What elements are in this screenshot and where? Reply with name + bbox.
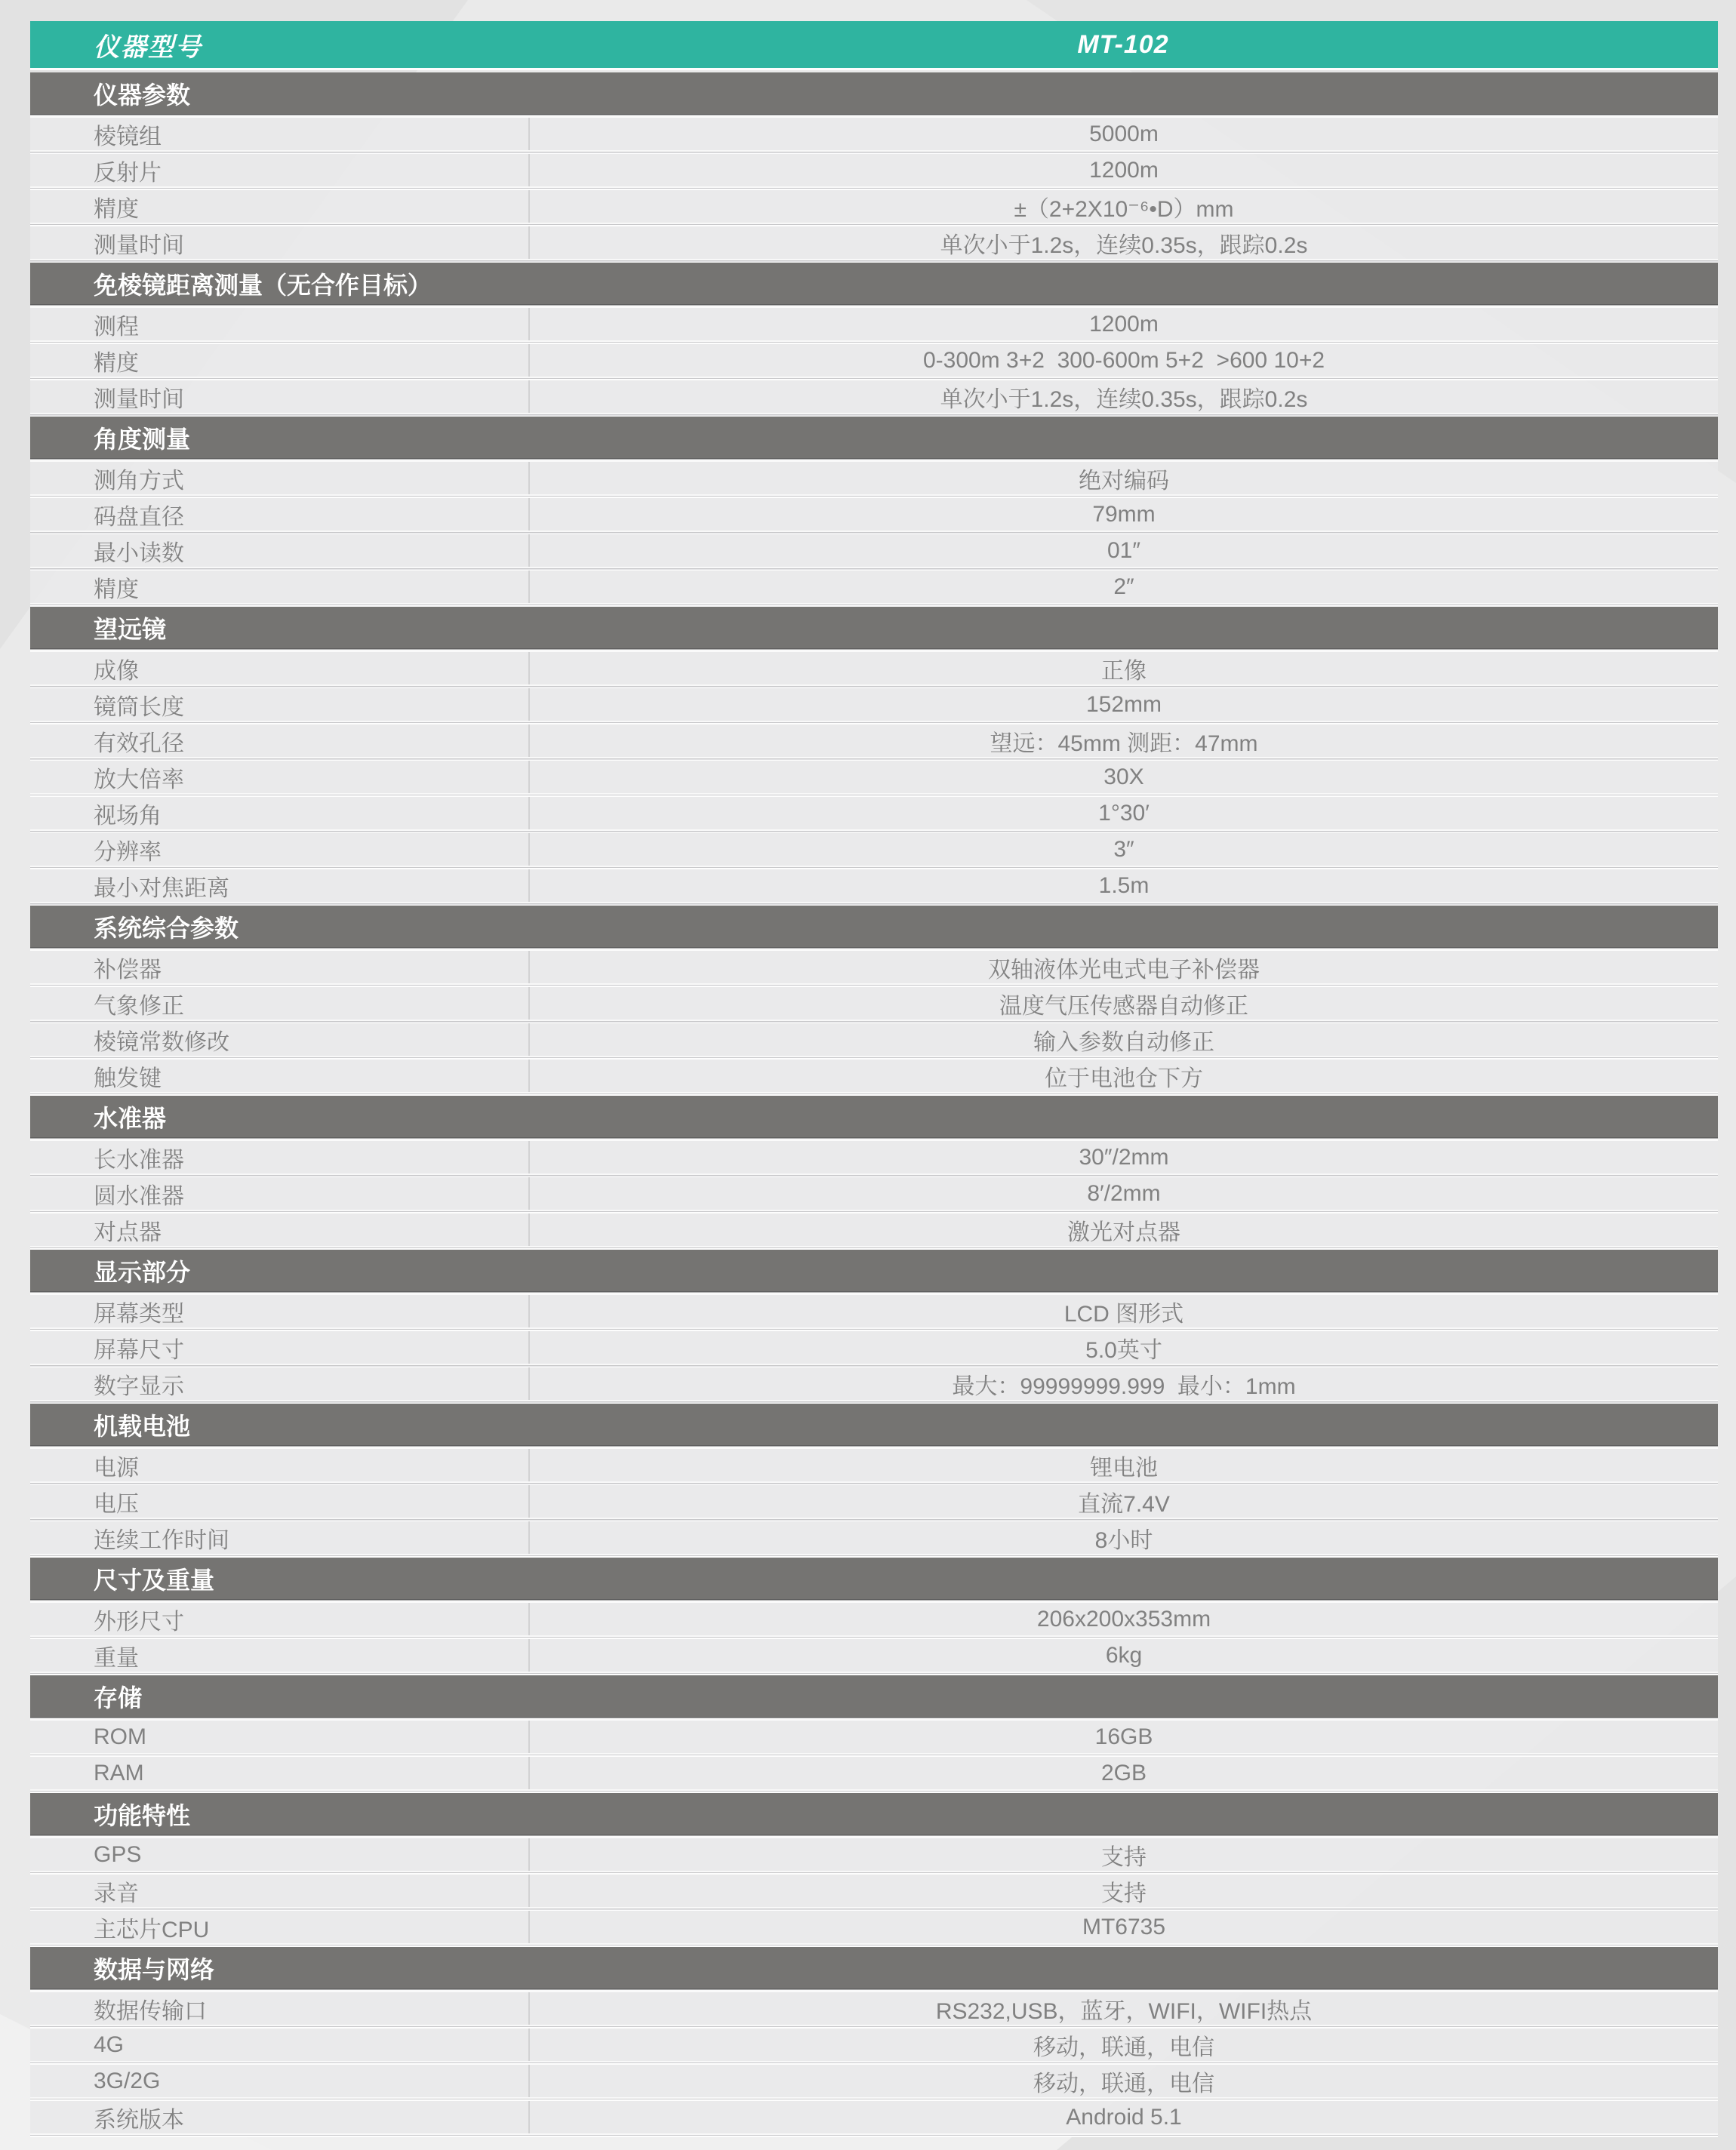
spec-row-label: 系统版本: [94, 2108, 184, 2133]
spec-row-label: 测量时间: [94, 387, 184, 412]
spec-row-value: 152mm: [528, 688, 1718, 721]
spec-row-label: 数字显示: [94, 1374, 184, 1399]
spec-row-value: RS232,USB，蓝牙，WIFI，WIFI热点: [528, 1992, 1718, 2025]
spec-row-value: 单次小于1.2s，连续0.35s，跟踪0.2s: [528, 380, 1718, 414]
section-header: [30, 1096, 1718, 1137]
spec-row-value: 绝对编码: [528, 462, 1718, 495]
spec-row-label: 电压: [94, 1492, 139, 1517]
spec-row-label: 测程: [94, 315, 139, 340]
section-title: 尺寸及重量: [94, 1566, 215, 1594]
spec-row-label: 屏幕类型: [94, 1302, 184, 1327]
spec-row-label: 长水准器: [94, 1148, 184, 1173]
section-title: 系统综合参数: [94, 914, 239, 942]
spec-row-label: 4G: [94, 2032, 125, 2057]
spec-row-label: RAM: [94, 1760, 144, 1786]
spec-row: [30, 869, 1718, 902]
spec-row-label: 反射片: [94, 161, 162, 186]
spec-row-value: 移动，联通，电信: [528, 2065, 1718, 2098]
spec-row-label: 分辨率: [94, 840, 162, 865]
spec-row-value: 206x200x353mm: [528, 1603, 1718, 1636]
spec-row: [30, 1141, 1718, 1173]
spec-row-label: 连续工作时间: [94, 1528, 229, 1553]
spec-row-value: 双轴液体光电式电子补偿器: [528, 951, 1718, 984]
spec-row: [30, 498, 1718, 531]
spec-row-label: 3G/2G: [94, 2068, 161, 2093]
spec-row: [30, 724, 1718, 757]
spec-row: [30, 462, 1718, 494]
spec-row: [30, 1757, 1718, 1789]
spec-row-value: 6kg: [528, 1639, 1718, 1672]
spec-row: [30, 1992, 1718, 2025]
section-header: [30, 1793, 1718, 1835]
spec-row-value: 正像: [528, 652, 1718, 685]
spec-row-label: 圆水准器: [94, 1184, 184, 1209]
spec-row-label: 成像: [94, 659, 139, 684]
spec-row: [30, 118, 1718, 150]
spec-row: [30, 190, 1718, 223]
spec-row-label: 屏幕尺寸: [94, 1338, 184, 1363]
spec-row-label: GPS: [94, 1842, 142, 1867]
section-header: [30, 1675, 1718, 1717]
spec-row: [30, 951, 1718, 983]
section-header: [30, 906, 1718, 947]
spec-row: [30, 1060, 1718, 1092]
spec-row-value: 30″/2mm: [528, 1141, 1718, 1174]
spec-row-value: ±（2+2X10⁻⁶•D）mm: [528, 190, 1718, 223]
spec-row-label: 码盘直径: [94, 505, 184, 530]
section-header: [30, 1404, 1718, 1445]
spec-row-value: 最大：99999999.999 最小：1mm: [528, 1367, 1718, 1401]
spec-row: [30, 2065, 1718, 2097]
spec-row-value: 1200m: [528, 154, 1718, 187]
spec-row: [30, 1023, 1718, 1056]
spec-row-label: 测量时间: [94, 233, 184, 258]
spec-row-label: 镜筒长度: [94, 695, 184, 720]
spec-row-value: 1200m: [528, 308, 1718, 341]
spec-row-value: 5000m: [528, 118, 1718, 151]
model-header-bar: [30, 21, 1718, 68]
spec-row: [30, 987, 1718, 1020]
spec-row-value: 输入参数自动修正: [528, 1023, 1718, 1057]
section-header: [30, 263, 1718, 304]
section-header: [30, 1250, 1718, 1291]
spec-row-label: ROM: [94, 1724, 146, 1749]
spec-row: [30, 833, 1718, 866]
spec-row-label: 视场角: [94, 804, 162, 829]
spec-row: [30, 534, 1718, 567]
spec-row: [30, 761, 1718, 793]
spec-row: [30, 1521, 1718, 1554]
spec-row-label: 测角方式: [94, 469, 184, 494]
spec-row: [30, 1331, 1718, 1364]
section-title: 免棱镜距离测量（无合作目标）: [94, 271, 432, 299]
spec-row-value: 79mm: [528, 498, 1718, 531]
spec-row-value: 移动，联通，电信: [528, 2029, 1718, 2062]
section-header: [30, 1947, 1718, 1989]
spec-row-value: 1°30′: [528, 797, 1718, 830]
spec-row: [30, 1449, 1718, 1481]
spec-row-label: 放大倍率: [94, 767, 184, 792]
section-header: [30, 417, 1718, 458]
spec-row-value: 支持: [528, 1838, 1718, 1872]
spec-row-label: 棱镜常数修改: [94, 1030, 229, 1055]
spec-table: [30, 21, 1718, 2137]
spec-row: [30, 1367, 1718, 1400]
spec-row-value: 16GB: [528, 1721, 1718, 1753]
spec-row-value: 锂电池: [528, 1449, 1718, 1482]
spec-row-value: 支持: [528, 1875, 1718, 1908]
spec-row-value: MT6735: [528, 1911, 1718, 1944]
section-title: 功能特性: [94, 1801, 191, 1829]
spec-row: [30, 1177, 1718, 1210]
spec-row: [30, 344, 1718, 377]
spec-row: [30, 688, 1718, 721]
section-header: [30, 72, 1718, 114]
spec-row: [30, 226, 1718, 259]
spec-row-label: 录音: [94, 1881, 139, 1906]
spec-row-value: 8′/2mm: [528, 1177, 1718, 1210]
spec-row-value: 温度气压传感器自动修正: [528, 987, 1718, 1020]
spec-row: [30, 380, 1718, 413]
spec-row: [30, 1485, 1718, 1518]
spec-row-label: 棱镜组: [94, 125, 162, 149]
spec-row-value: 3″: [528, 833, 1718, 866]
spec-row: [30, 1838, 1718, 1871]
spec-row-label: 精度: [94, 197, 139, 222]
section-title: 机载电池: [94, 1412, 191, 1440]
spec-row-label: 最小读数: [94, 541, 184, 566]
spec-row: [30, 1295, 1718, 1327]
spec-row-value: 0-300m 3+2 300-600m 5+2 >600 10+2: [528, 344, 1718, 377]
spec-row: [30, 2029, 1718, 2061]
spec-row: [30, 652, 1718, 684]
section-title: 角度测量: [94, 425, 191, 453]
spec-row: [30, 797, 1718, 829]
spec-row-label: 精度: [94, 351, 139, 376]
spec-row-label: 触发键: [94, 1066, 162, 1091]
section-title: 数据与网络: [94, 1955, 215, 1983]
spec-row-label: 主芯片CPU: [94, 1918, 210, 1942]
spec-row-label: 外形尺寸: [94, 1610, 184, 1635]
spec-row-value: 5.0英寸: [528, 1331, 1718, 1364]
section-title: 显示部分: [94, 1258, 191, 1286]
spec-row-value: 2″: [528, 571, 1718, 604]
section-title: 水准器: [94, 1104, 167, 1132]
spec-row-value: 01″: [528, 534, 1718, 567]
section-title: 存储: [94, 1684, 143, 1712]
spec-row: [30, 308, 1718, 340]
section-title: 仪器参数: [94, 81, 191, 109]
spec-row-value: 望远：45mm 测距：47mm: [528, 724, 1718, 758]
spec-row: [30, 1603, 1718, 1635]
spec-row-value: LCD 图形式: [528, 1295, 1718, 1328]
spec-row: [30, 1639, 1718, 1672]
spec-row: [30, 571, 1718, 603]
spec-row: [30, 2101, 1718, 2133]
spec-row-value: 单次小于1.2s，连续0.35s，跟踪0.2s: [528, 226, 1718, 260]
section-header: [30, 1558, 1718, 1599]
spec-row: [30, 1213, 1718, 1246]
section-title: 望远镜: [94, 615, 167, 643]
model-number: MT-102: [1077, 29, 1169, 59]
spec-row-value: 直流7.4V: [528, 1485, 1718, 1518]
spec-row: [30, 154, 1718, 186]
spec-row-label: 最小对焦距离: [94, 876, 229, 901]
spec-row-label: 气象修正: [94, 994, 184, 1019]
model-header-label: 仪器型号: [94, 32, 202, 62]
spec-row-value: 位于电池仓下方: [528, 1060, 1718, 1093]
spec-row-label: 电源: [94, 1456, 139, 1481]
spec-row-value: Android 5.1: [528, 2101, 1718, 2134]
spec-row-label: 对点器: [94, 1220, 162, 1245]
spec-row: [30, 1721, 1718, 1753]
spec-row-value: 8小时: [528, 1521, 1718, 1555]
spec-row: [30, 1875, 1718, 1907]
spec-row-label: 精度: [94, 577, 139, 602]
spec-row: [30, 1911, 1718, 1943]
spec-row-value: 1.5m: [528, 869, 1718, 903]
spec-row-label: 有效孔径: [94, 731, 184, 756]
spec-row-value: 2GB: [528, 1757, 1718, 1789]
spec-row-value: 30X: [528, 761, 1718, 794]
spec-row-label: 重量: [94, 1646, 139, 1671]
section-header: [30, 607, 1718, 648]
spec-row-label: 数据传输口: [94, 1999, 207, 2024]
spec-row-label: 补偿器: [94, 958, 162, 983]
spec-row-value: 激光对点器: [528, 1213, 1718, 1247]
